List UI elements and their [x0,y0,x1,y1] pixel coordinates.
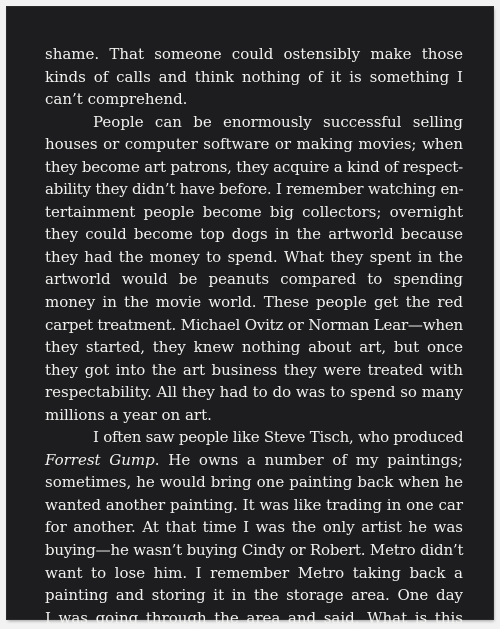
text-line: for another. At that time I was the only artist he was [45,518,463,537]
text-line: ability they didn’t have before. I remember watching en- [45,180,464,199]
text-line: millions a year on art. [45,405,212,424]
text-line: buying—he wasn’t buying Cindy or Robert. Metro didn’t [45,541,464,560]
text-line: houses or computer software or making movies; when [45,135,463,154]
text-line: I was going through the area and said, What is this [45,608,463,627]
text-line: can’t comprehend. [45,90,188,109]
text-line: they could become top dogs in the artworld because [45,225,463,244]
text-line: they become art patrons, they acquire a kind of respect- [45,157,463,176]
text-line: they started, they knew nothing about art, but once [45,338,463,357]
text-line: they got into the art business they were treated with [45,360,463,379]
text-line: respectability. All they had to do was to spend so many [45,383,463,402]
text-line: artworld would be peanuts compared to spending [45,270,463,289]
text-line: money in the movie world. These people get the red [45,293,463,312]
text-line: People can be enormously successful selling [93,112,463,131]
text-line: tertainment people become big collectors; overnight [45,202,463,221]
text-line: painting and storing it in the storage area. One day [45,586,463,605]
text-line: want to lose him. I remember Metro taking back a [45,563,463,582]
text-line: wanted another painting. It was like trading in one car [45,495,463,514]
text-line: kinds of calls and think nothing of it is something I [45,67,463,86]
painting-canvas [7,7,493,627]
text-line: shame. That someone could ostensibly make those [45,45,463,63]
text-line: I often saw people like Steve Tisch, who produced [93,428,464,447]
text-line-with-italic-title [45,449,463,472]
italic-film-title: Forrest Gump [45,450,155,469]
painted-text-block [45,43,463,629]
text-line-remainder: . He owns a number of my paintings; [154,450,463,469]
text-line: they had the money to spend. What they spent in the [45,247,463,266]
text-line: sometimes, he would bring one painting back when he [45,473,463,492]
text-line: carpet treatment. Michael Ovitz or Norman Lear—when [45,315,463,334]
